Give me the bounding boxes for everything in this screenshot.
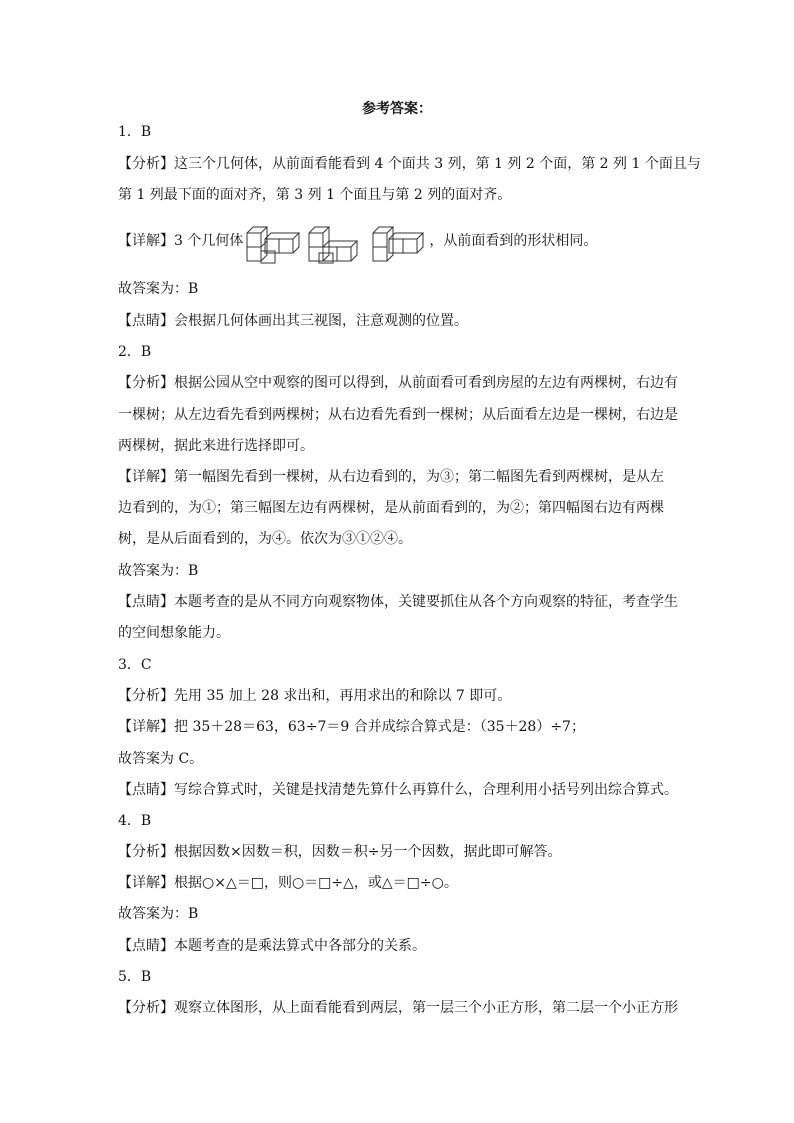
figure-prefix: 【详解】3 个几何体 xyxy=(118,233,244,249)
answer-line: 故答案为 C。 xyxy=(118,751,204,767)
answer-line: 【详解】根据○×△＝□，则○＝□÷△，或△＝□÷○。 xyxy=(118,875,458,891)
answer-line: 【分析】这三个几何体，从前面看能看到 4 个面共 3 列，第 1 列 2 个面，第 2 列 1 个面且与 xyxy=(118,156,701,172)
answer-line: 【分析】先用 35 加上 28 求出和，再用求出的和除以 7 即可。 xyxy=(118,688,512,704)
answer-line: 【详解】把 35＋28＝63，63÷7＝9 合并成综合算式是：（35＋28）÷7； xyxy=(118,719,585,735)
answer-line: 【点睛】本题考查的是乘法算式中各部分的关系。 xyxy=(118,938,426,954)
answer-line: 【分析】观察立体图形，从上面看能看到两层，第一层三个小正方形，第二层一个小正方形 xyxy=(118,1000,678,1016)
answer-line: 5．B xyxy=(118,969,152,985)
page-title: 参考答案： xyxy=(362,101,432,117)
answer-line: 第 1 列最下面的面对齐，第 3 列 1 个面且与第 2 列的面对齐。 xyxy=(118,187,512,203)
answer-line: 的空间想象能力。 xyxy=(118,625,230,641)
answer-line: 【点睛】本题考查的是从不同方向观察物体，关键要抓住从各个方向观察的特征，考查学生 xyxy=(118,594,678,610)
figure-row xyxy=(118,215,597,265)
answer-line: 4．B xyxy=(118,813,152,829)
answer-line: 一棵树；从左边看先看到两棵树；从右边看先看到一棵树；从后面看左边是一棵树，右边是 xyxy=(118,407,678,423)
answer-line: 【详解】第一幅图先看到一棵树，从右边看到的，为③；第二幅图先看到两棵树，是从左 xyxy=(118,469,664,485)
figure-suffix: ，从前面看到的形状相同。 xyxy=(429,233,598,249)
answer-line: 2．B xyxy=(118,344,152,360)
answer-line: 1．B xyxy=(118,124,152,140)
answer-line: 边看到的，为①；第三幅图左边有两棵树，是从前面看到的，为②；第四幅图右边有两棵 xyxy=(118,500,664,516)
answer-line: 【点睛】会根据几何体画出其三视图，注意观测的位置。 xyxy=(118,313,468,329)
answer-line: 【点睛】写综合算式时，关键是找清楚先算什么再算什么，合理利用小括号列出综合算式。 xyxy=(118,782,678,798)
answer-line: 故答案为：B xyxy=(118,281,199,297)
answer-line: 故答案为：B xyxy=(118,563,199,579)
answer-line: 两棵树，据此来进行选择即可。 xyxy=(118,438,314,454)
answer-line: 故答案为：B xyxy=(118,906,199,922)
answer-line: 3．C xyxy=(118,657,152,673)
answer-line: 【分析】根据因数×因数＝积，因数＝积÷另一个因数，据此即可解答。 xyxy=(118,844,562,860)
answer-line: 【分析】根据公园从空中观察的图可以得到，从前面看可看到房屋的左边有两棵树，右边有 xyxy=(118,375,678,391)
solids-figure xyxy=(243,215,429,265)
answer-line: 树，是从后面看到的，为④。依次为③①②④。 xyxy=(118,531,412,547)
